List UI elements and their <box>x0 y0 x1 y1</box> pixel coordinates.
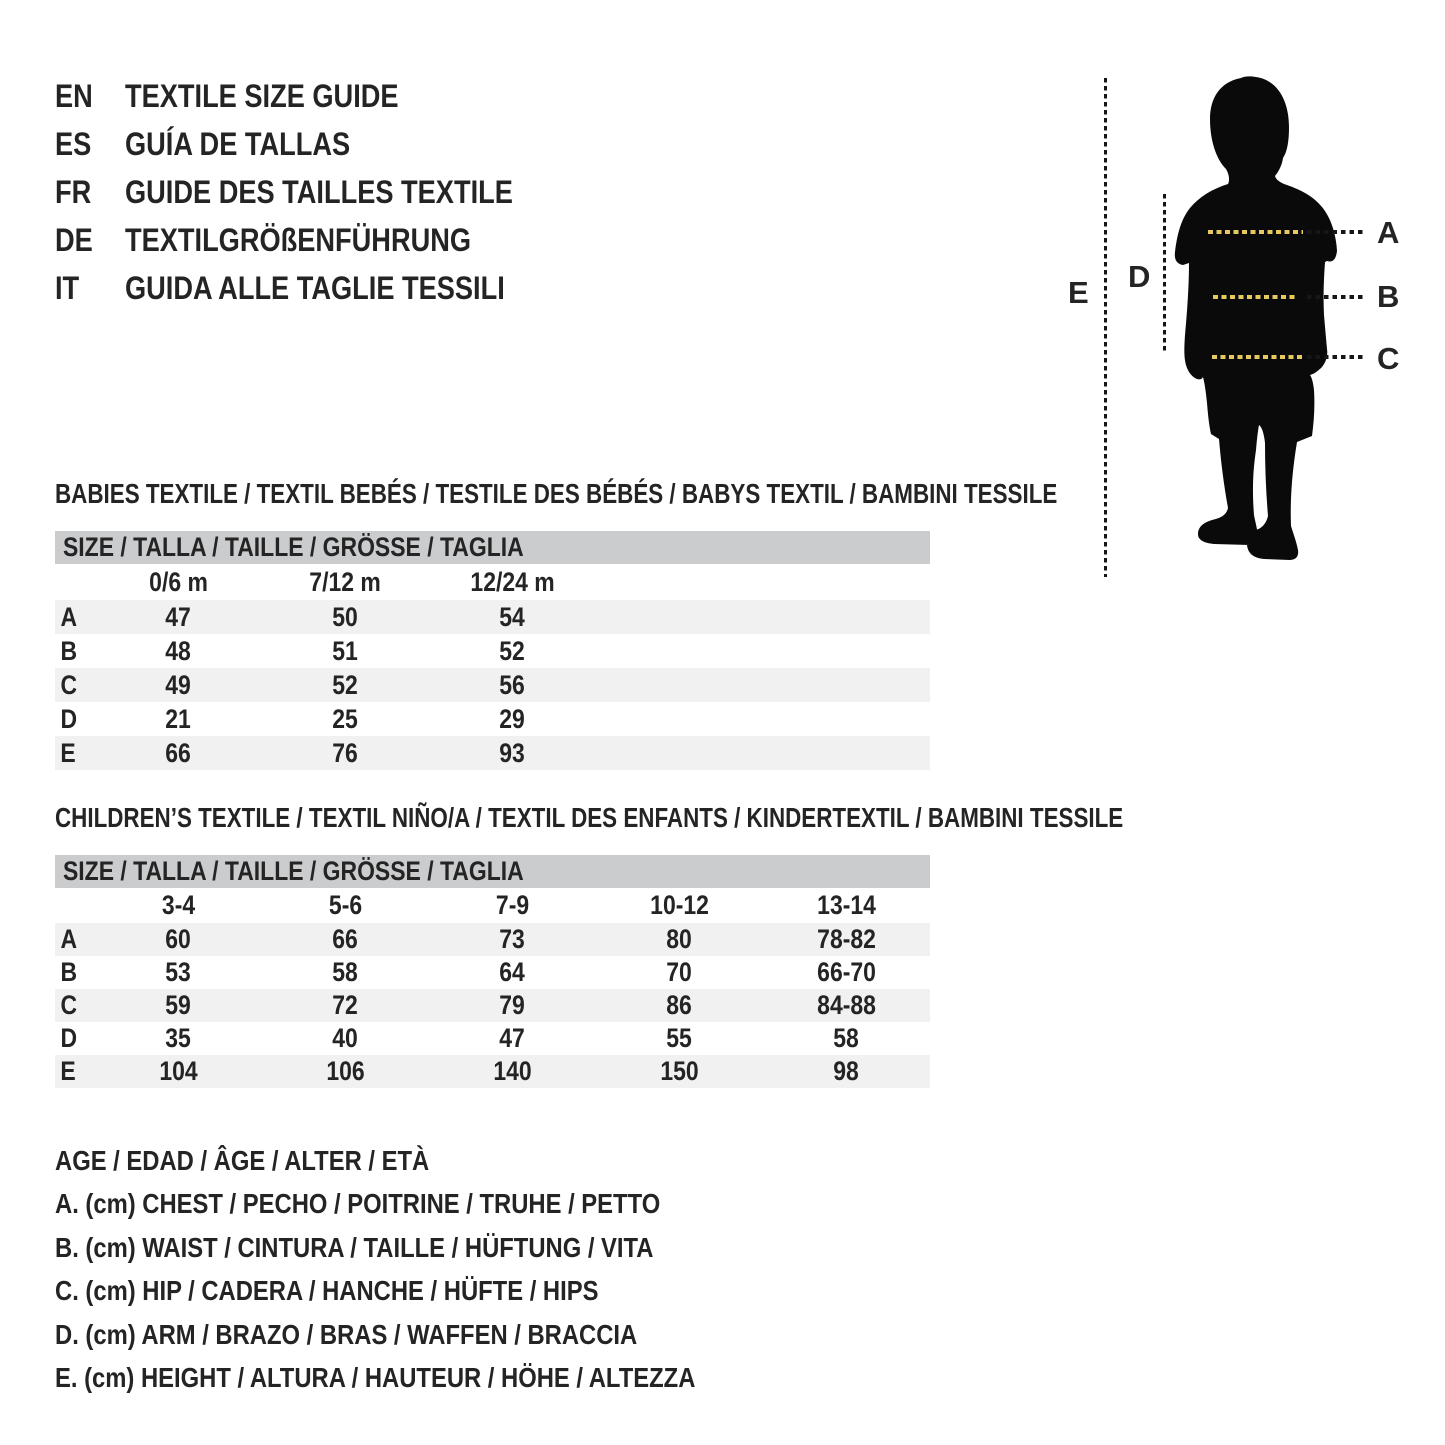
row-label: C <box>60 990 78 1020</box>
lang-title: TEXTILE SIZE GUIDE <box>125 77 399 114</box>
column-header: 7/12 m <box>309 566 382 597</box>
table-row-C <box>55 668 930 702</box>
figure-label-waist: B <box>1377 279 1400 314</box>
arm-measure-line <box>1163 194 1166 353</box>
cell-value: 93 <box>499 737 526 768</box>
column-header-row <box>55 564 930 600</box>
lang-title: GUIDA ALLE TAGLIE TESSILI <box>125 269 505 306</box>
hip-measure-line <box>1212 355 1304 359</box>
row-label: E <box>60 1056 76 1086</box>
cell-value: 54 <box>499 601 526 632</box>
column-header-row <box>55 888 930 923</box>
cell-value: 70 <box>666 957 693 987</box>
cell-value: 73 <box>499 924 526 954</box>
cell-value: 53 <box>165 957 192 987</box>
chest-leader-line <box>1307 230 1363 234</box>
row-label: B <box>60 957 78 987</box>
cell-value: 66-70 <box>817 957 876 987</box>
cell-value: 58 <box>332 957 359 987</box>
row-label: E <box>60 737 76 768</box>
cell-value: 104 <box>159 1056 198 1086</box>
table-row-C <box>55 989 930 1022</box>
legend-arm: D. (cm) ARM / BRAZO / BRAS / WAFFEN / BRACCIA <box>55 1318 638 1350</box>
lang-title: GUIDE DES TAILLES TEXTILE <box>125 173 513 210</box>
cell-value: 86 <box>666 990 693 1020</box>
legend-waist: B. (cm) WAIST / CINTURA / TAILLE / HÜFTUNG / VITA <box>55 1231 654 1263</box>
row-label: D <box>60 1023 78 1053</box>
lang-row-it <box>55 264 581 312</box>
size-header-band: SIZE / TALLA / TAILLE / GRÖSSE / TAGLIA <box>55 531 930 564</box>
legend-age: AGE / EDAD / ÂGE / ALTER / ETÀ <box>55 1144 430 1176</box>
column-header: 3-4 <box>161 890 196 920</box>
row-label: A <box>60 924 78 954</box>
column-header: 7-9 <box>495 890 530 920</box>
cell-value: 60 <box>165 924 192 954</box>
corner-cell <box>55 890 95 921</box>
cell-value: 58 <box>833 1023 860 1053</box>
cell-value: 40 <box>332 1023 359 1053</box>
cell-value: 150 <box>660 1056 699 1086</box>
babies-size-table <box>55 531 930 770</box>
cell-value: 52 <box>499 635 526 666</box>
cell-value: 48 <box>165 635 192 666</box>
table-row-A <box>55 600 930 634</box>
measurement-legend <box>55 1139 808 1400</box>
cell-value: 78-82 <box>817 924 876 954</box>
cell-value: 50 <box>332 601 359 632</box>
column-header: 5-6 <box>328 890 363 920</box>
cell-value: 59 <box>165 990 192 1020</box>
row-label: C <box>60 669 78 700</box>
legend-chest: A. (cm) CHEST / PECHO / POITRINE / TRUHE / PETTO <box>55 1188 661 1220</box>
cell-value: 106 <box>326 1056 365 1086</box>
cell-value: 76 <box>332 737 359 768</box>
cell-value: 29 <box>499 703 526 734</box>
column-header: 0/6 m <box>149 566 208 597</box>
lang-code: IT <box>55 269 80 306</box>
lang-title: TEXTILGRÖßENFÜHRUNG <box>125 221 472 258</box>
cell-value: 51 <box>332 635 359 666</box>
figure-label-hip: C <box>1377 341 1400 376</box>
table-row-A <box>55 923 930 956</box>
hip-leader-line <box>1307 355 1363 359</box>
lang-code: ES <box>55 125 92 162</box>
cell-value: 35 <box>165 1023 192 1053</box>
cell-value: 140 <box>493 1056 532 1086</box>
cell-value: 25 <box>332 703 359 734</box>
lang-row-en <box>55 72 581 120</box>
legend-hip: C. (cm) HIP / CADERA / HANCHE / HÜFTE / HIPS <box>55 1275 599 1307</box>
cell-value: 21 <box>165 703 192 734</box>
cell-value: 52 <box>332 669 359 700</box>
children-size-table <box>55 855 930 1088</box>
lang-row-de <box>55 216 581 264</box>
table-row-D <box>55 702 930 736</box>
cell-value: 55 <box>666 1023 693 1053</box>
row-label: D <box>60 703 78 734</box>
waist-leader-line <box>1307 295 1363 299</box>
table-row-D <box>55 1022 930 1055</box>
chest-measure-line <box>1208 230 1303 234</box>
cell-value: 72 <box>332 990 359 1020</box>
cell-value: 66 <box>332 924 359 954</box>
cell-value: 84-88 <box>817 990 876 1020</box>
babies-section-title: BABIES TEXTILE / TEXTIL BEBÉS / TESTILE DES BÉBÉS / BABYS TEXTIL / BAMBINI TESSILE <box>55 478 1058 509</box>
cell-value: 64 <box>499 957 526 987</box>
waist-measure-line <box>1213 295 1298 299</box>
lang-row-es <box>55 120 581 168</box>
row-label: B <box>60 635 78 666</box>
lang-code: FR <box>55 173 92 210</box>
cell-value: 47 <box>165 601 192 632</box>
lang-title: GUÍA DE TALLAS <box>125 125 351 162</box>
table-row-B <box>55 956 930 989</box>
figure-label-chest: A <box>1377 215 1400 250</box>
row-label: A <box>60 601 78 632</box>
cell-value: 56 <box>499 669 526 700</box>
lang-code: DE <box>55 221 93 258</box>
cell-value: 79 <box>499 990 526 1020</box>
size-header-band: SIZE / TALLA / TAILLE / GRÖSSE / TAGLIA <box>55 855 930 888</box>
figure-label-height: E <box>1068 275 1089 310</box>
children-section-title: CHILDREN’S TEXTILE / TEXTIL NIÑO/A / TEXTIL DES ENFANTS / KINDERTEXTIL / BAMBINI TESSILE <box>55 802 1124 833</box>
legend-height: E. (cm) HEIGHT / ALTURA / HAUTEUR / HÖHE / ALTEZZA <box>55 1362 696 1394</box>
figure-label-arm: D <box>1128 259 1151 294</box>
column-header: 12/24 m <box>470 566 555 597</box>
column-header: 10-12 <box>650 890 709 920</box>
cell-value: 98 <box>833 1056 860 1086</box>
table-row-E <box>55 1055 930 1088</box>
corner-cell <box>55 567 95 598</box>
language-title-list <box>55 72 581 312</box>
table-row-E <box>55 736 930 770</box>
table-row-B <box>55 634 930 668</box>
lang-code: EN <box>55 77 93 114</box>
cell-value: 47 <box>499 1023 526 1053</box>
cell-value: 66 <box>165 737 192 768</box>
column-header: 13-14 <box>817 890 876 920</box>
cell-value: 80 <box>666 924 693 954</box>
cell-value: 49 <box>165 669 192 700</box>
lang-row-fr <box>55 168 581 216</box>
